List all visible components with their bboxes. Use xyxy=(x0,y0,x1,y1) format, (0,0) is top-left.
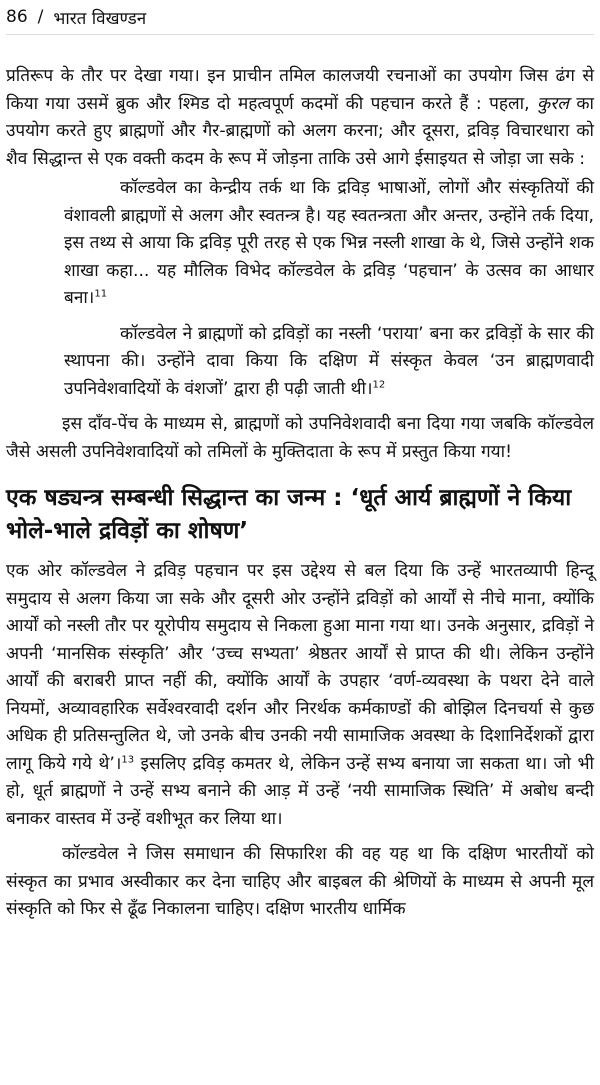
kural-italic: कुरल xyxy=(537,93,569,114)
book-title: भारत विखण्डन xyxy=(53,8,147,29)
paragraph-4: कॉल्डवेल ने जिस समाधान की सिफारिश की वह यह था कि दक्षिण भारतीयों को संस्कृत का प्रभाव अस्वीकार कर देना चाहिए और बाइबल की श्रेणियों के माध्यम से अपनी मूल संस्कृति को फिर से ढूँढ निकालना चाहिए। दक्षिण भारतीय धार्मिक xyxy=(6,844,594,919)
paragraph-1: प्रतिरूप के तौर पर देखा गया। इन प्राचीन तमिल कालजयी रचनाओं का उपयोग जिस ढंग से किया गया उसमें ब्रुक और श्मिड दो महत्वपूर्ण कदमों की पहचान करते हैं : पहला, कुरल का उपयोग करते हुए ब्राह्मणों और गैर-ब्राह्मणों को अलग करना; और दूसरा, द्रविड़ विचारधारा को शैव सिद्धान्त से एक वक्ती कदम के रूप में जोड़ना ताकि उसे आगे ईसाइयत से जोड़ा जा सके : xyxy=(6,66,594,169)
page-number: 86 xyxy=(6,7,28,27)
footnote-ref-13: 13 xyxy=(121,753,135,765)
header-separator: / xyxy=(37,7,44,27)
paragraph-2: इस दाँव-पेंच के माध्यम से, ब्राह्मणों को उपनिवेशवादी बना दिया गया जबकि कॉल्डवेल जैसे असली उपनिवेशवादियों को तमिलों के मुक्तिदाता के रूप में प्रस्तुत किया गया! xyxy=(6,414,594,462)
footnote-ref-11: 11 xyxy=(94,288,108,300)
running-header xyxy=(6,0,594,35)
block-quote xyxy=(6,175,594,403)
paragraph-3: एक ओर कॉल्डवेल ने द्रविड़ पहचान पर इस उद्देश्य से बल दिया कि उन्हें भारतव्यापी हिन्दू समुदाय से अलग किया जा सके और दूसरी ओर उन्होंने द्रविड़ों को आर्यों से नीचे माना, क्योंकि आर्यों को नस्ली तौर पर यूरोपीय समुदाय से निकला हुआ माना गया था। उनके अनुसार, द्रविड़ों ने अपनी ‘मानसिक संस्कृति’ और ‘उच्च सभ्यता’ श्रेष्ठतर आर्यों से प्राप्त की थी। लेकिन उन्होंने आर्यों की बराबरी प्राप्त नहीं की, क्योंकि आर्यों के उपहार ‘वर्ण-व्यवस्था के पथरा देने वाले नियमों, अव्यावहारिक सर्वेश्वरवादी दर्शन और निरर्थक कर्मकाण्डों की बोझिल दिनचर्या से कुछ अधिक ही प्रतिसन्तुलित थे, जो उनके बीच उनकी नयी सामाजिक अवस्था के दिशानिर्देशकों द्वारा लागू किये गये थे’।$^{13}$ इसलिए द्रविड़ कमतर थे, लेकिन उन्हें सभ्य बनाया जा सकता था। जो भी हो, धूर्त ब्राह्मणों ने उन्हें सभ्य बनाने की आड़ में उन्हें ‘नयी सामाजिक स्थिति’ में अबोध बन्दी बनाकर वास्तव में उन्हें वशीभूत कर लिया था। xyxy=(6,561,594,829)
footnote-ref-12: 12 xyxy=(372,378,386,390)
page-body xyxy=(6,63,594,924)
quote-paragraph-1: कॉल्डवेल का केन्द्रीय तर्क था कि द्रविड़ भाषाओं, लोगों और संस्कृतियों की वंशावली ब्राह्मणों से अलग और स्वतन्त्र है। यह स्वतन्त्रता और अन्तर, उन्होंने तर्क दिया, इस तथ्य से आया कि द्रविड़ पूरी तरह से एक भिन्न नस्ली शाखा के थे, जिसे उन्होंने शक शाखा कहा... यह मौलिक विभेद कॉल्डवेल के द्रविड़ ‘पहचान’ के उत्सव का आधार बना।$^{11}$ xyxy=(64,178,594,308)
quote-paragraph-2: कॉल्डवेल ने ब्राह्मणों को द्रविड़ों का नस्ली ‘पराया’ बना कर द्रविड़ों के सार की स्थापना की। उन्होंने दावा किया कि दक्षिण में संस्कृत केवल ‘उन ब्राह्मणवादी उपनिवेशवादियों के वंशजों’ द्वारा ही पढ़ी जाती थी।$^{12}$ xyxy=(64,323,594,399)
section-heading: एक षड्यन्त्र सम्बन्धी सिद्धान्त का जन्म : ‘धूर्त आर्य ब्राह्मणों ने किया भोले-भाले द्रविड़ों का शोषण’ xyxy=(6,485,572,544)
